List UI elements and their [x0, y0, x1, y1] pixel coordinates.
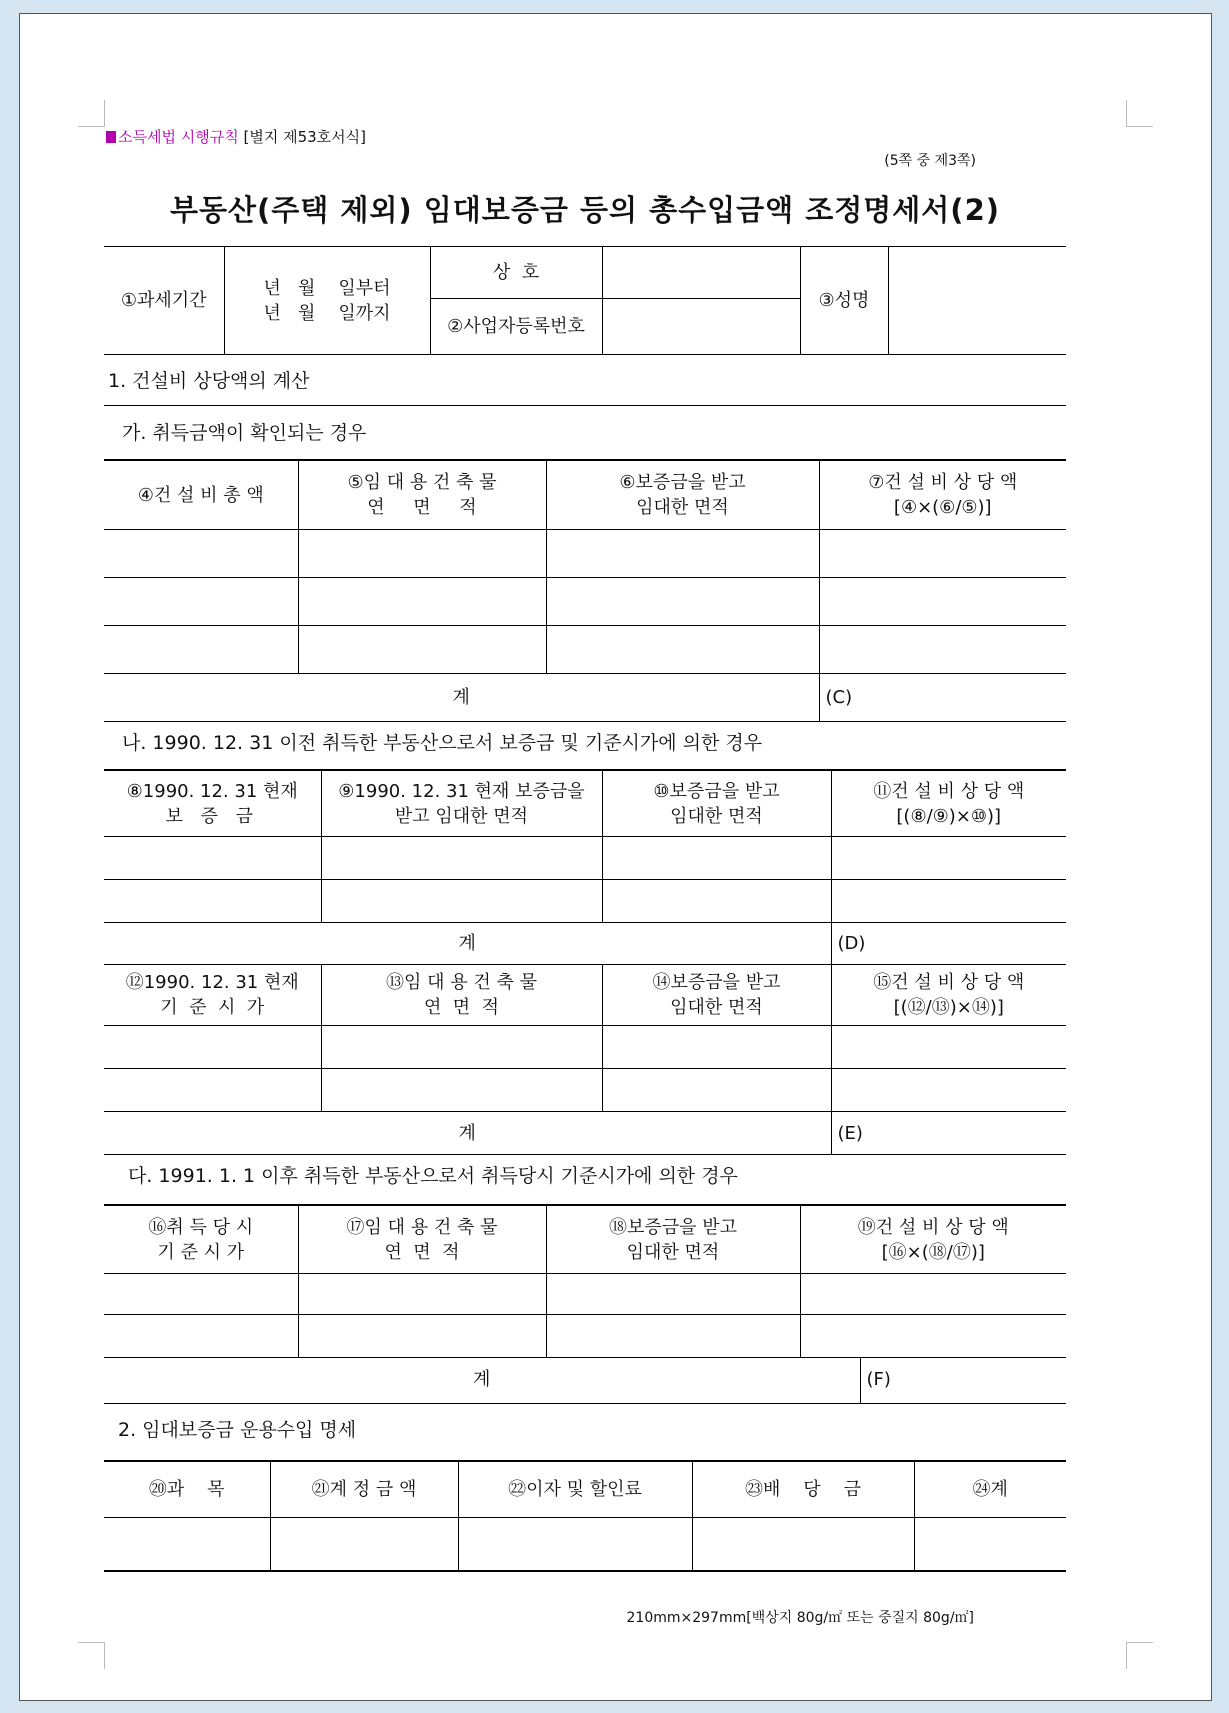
header-cell	[546, 461, 819, 530]
header-text: 받고 임대한 면적	[394, 805, 529, 827]
header-text: ⑩보증금을 받고	[653, 780, 780, 802]
input-cell[interactable]	[321, 1026, 602, 1069]
input-cell[interactable]	[831, 1026, 1066, 1069]
total-e-field[interactable]: (E)	[831, 1112, 1066, 1155]
header-cell	[546, 1206, 800, 1274]
construction-cost-table-b	[104, 770, 1066, 1155]
input-cell[interactable]	[321, 880, 602, 923]
input-cell[interactable]	[602, 837, 831, 880]
input-cell[interactable]	[298, 626, 546, 674]
header-text: 임대한 면적	[670, 997, 763, 1018]
header-cell	[800, 1206, 1066, 1274]
deposit-income-table	[104, 1461, 1066, 1572]
header-cell	[819, 461, 1066, 530]
paper-spec: 210mm×297mm[백상지 80g/㎡ 또는 중질지 80g/㎡]	[626, 1610, 974, 1626]
input-cell[interactable]	[546, 1315, 800, 1358]
input-cell[interactable]	[298, 578, 546, 626]
section1-title: 1. 건설비 상당액의 계산	[104, 366, 1066, 406]
header-text: 기 준 시 가	[157, 1241, 245, 1263]
total-row	[104, 674, 1066, 722]
input-cell[interactable]	[104, 837, 321, 880]
input-cell[interactable]	[831, 880, 1066, 923]
section1c-title: 다. 1991. 1. 1 이후 취득한 부동산으로서 취득당시 기준시가에 의한 경우	[104, 1161, 1066, 1205]
square-bullet-icon	[106, 131, 116, 143]
table-row	[104, 626, 1066, 674]
input-cell[interactable]	[104, 578, 298, 626]
taxpayer-info-table	[104, 246, 1066, 355]
input-cell[interactable]	[546, 578, 819, 626]
total-row	[104, 923, 1066, 965]
input-cell[interactable]	[546, 626, 819, 674]
header-cell: ㉑계 정 금 액	[270, 1462, 458, 1518]
header-cell	[104, 1206, 298, 1274]
total-label: 계	[104, 674, 819, 722]
header-cell: ㉓배 당 금	[692, 1462, 914, 1518]
header-text: ⑯취 득 당 시	[148, 1216, 254, 1238]
input-cell[interactable]	[104, 530, 298, 578]
header-text: 기 준 시 가	[160, 997, 265, 1018]
form-number: [별지 제53호서식]	[243, 128, 366, 146]
period-from: 년 월 일부터	[263, 277, 391, 299]
header-cell	[298, 1206, 546, 1274]
input-cell[interactable]	[800, 1274, 1066, 1315]
input-cell[interactable]	[602, 1026, 831, 1069]
input-cell[interactable]	[692, 1518, 914, 1571]
input-cell[interactable]	[270, 1518, 458, 1571]
header-text: [④×(⑥/⑤)]	[893, 497, 992, 518]
header-cell	[298, 461, 546, 530]
total-label: 계	[104, 923, 831, 965]
company-field[interactable]	[602, 247, 800, 299]
table-row	[104, 1315, 1066, 1358]
header-text: ⑪건 설 비 상 당 액	[873, 780, 1025, 802]
header-text: ⑥보증금을 받고	[619, 472, 746, 493]
header-text: ⑦건 설 비 상 당 액	[868, 472, 1018, 493]
crop-mark	[78, 100, 105, 127]
header-text: ⑬임 대 용 건 축 물	[386, 972, 537, 993]
header-text: ⑨1990. 12. 31 현재 보증금을	[338, 780, 585, 802]
input-cell[interactable]	[546, 1274, 800, 1315]
section1b-title: 나. 1990. 12. 31 이전 취득한 부동산으로서 보증금 및 기준시가에 의한 경우	[104, 728, 1066, 770]
total-f-table	[104, 1357, 1066, 1404]
table-row	[104, 837, 1066, 880]
input-cell[interactable]	[104, 1026, 321, 1069]
header-cell	[104, 771, 321, 837]
header-text: ⑱보증금을 받고	[608, 1216, 738, 1238]
header-cell: ㉒이자 및 할인료	[458, 1462, 692, 1518]
section1a-title: 가. 취득금액이 확인되는 경우	[104, 418, 1066, 460]
total-d-field[interactable]: (D)	[831, 923, 1066, 965]
header-text: [(⑫/⑬)×⑭)]	[893, 997, 1004, 1018]
header-text: ⑮건 설 비 상 당 액	[873, 972, 1025, 993]
company-label: 상 호	[430, 247, 602, 299]
page-label: (5쪽 중 제3쪽)	[884, 153, 976, 169]
table-row	[104, 880, 1066, 923]
header-text: ⑲건 설 비 상 당 액	[857, 1216, 1009, 1238]
input-cell[interactable]	[458, 1518, 692, 1571]
total-label: 계	[104, 1357, 860, 1403]
header-cell	[321, 965, 602, 1026]
header-text: 임대한 면적	[636, 497, 729, 518]
input-cell[interactable]	[298, 1315, 546, 1358]
input-cell[interactable]	[819, 530, 1066, 578]
input-cell[interactable]	[104, 1274, 298, 1315]
table-row	[104, 1518, 1066, 1571]
input-cell[interactable]	[800, 1315, 1066, 1358]
tax-period-field[interactable]	[224, 247, 430, 355]
input-cell[interactable]	[104, 1518, 270, 1571]
input-cell[interactable]	[104, 1069, 321, 1112]
name-label: ③성명	[800, 247, 888, 355]
header-text: ⑫1990. 12. 31 현재	[125, 972, 299, 993]
total-row	[104, 1112, 1066, 1155]
crop-mark	[1126, 1642, 1153, 1669]
header-cell	[104, 965, 321, 1026]
header-cell	[321, 771, 602, 837]
total-f-field[interactable]: (F)	[860, 1357, 1066, 1403]
table-row	[104, 578, 1066, 626]
section2-title: 2. 임대보증금 운용수입 명세	[104, 1415, 1066, 1461]
header-text: [(⑧/⑨)×⑩)]	[896, 805, 1002, 827]
header-cell: ⑳과 목	[104, 1462, 270, 1518]
input-cell[interactable]	[104, 1315, 298, 1358]
header-text: ⑧1990. 12. 31 현재	[126, 780, 298, 802]
header-text: 연 면 적	[367, 497, 477, 518]
table-row	[104, 1026, 1066, 1069]
input-cell[interactable]	[819, 626, 1066, 674]
input-cell[interactable]	[602, 880, 831, 923]
header-cell	[104, 461, 298, 530]
tax-period-label: ①과세기간	[104, 247, 224, 355]
header-text: 보 증 금	[165, 805, 260, 827]
table-row	[104, 1069, 1066, 1112]
input-cell[interactable]	[298, 1274, 546, 1315]
construction-cost-table-a	[104, 460, 1066, 722]
total-label: 계	[104, 1112, 831, 1155]
crop-mark	[1126, 100, 1153, 127]
total-row	[104, 1357, 1066, 1403]
header-text: 임대한 면적	[670, 805, 763, 827]
input-cell[interactable]	[831, 1069, 1066, 1112]
total-c-field[interactable]: (C)	[819, 674, 1066, 722]
header-text: [⑯×(⑱/⑰)]	[881, 1241, 985, 1263]
page-title: 부동산(주택 제외) 임대보증금 등의 총수입금액 조정명세서(2)	[169, 193, 1000, 227]
header-cell	[602, 771, 831, 837]
construction-cost-table-c	[104, 1205, 1066, 1358]
header-cell	[831, 965, 1066, 1026]
header-text: ④건 설 비 총 액	[137, 484, 264, 506]
input-cell[interactable]	[819, 578, 1066, 626]
law-reference	[106, 126, 366, 147]
header-cell	[831, 771, 1066, 837]
header-text: 연 면 적	[423, 997, 500, 1018]
period-to: 년 월 일까지	[263, 302, 391, 324]
header-text: ⑭보증금을 받고	[652, 972, 781, 993]
header-text: 임대한 면적	[626, 1241, 720, 1263]
name-field[interactable]	[888, 247, 1066, 355]
input-cell[interactable]	[321, 1069, 602, 1112]
header-text: ⑤임 대 용 건 축 물	[347, 472, 497, 493]
input-cell[interactable]	[321, 837, 602, 880]
input-cell[interactable]	[831, 837, 1066, 880]
input-cell[interactable]	[104, 626, 298, 674]
input-cell[interactable]	[104, 880, 321, 923]
crop-mark	[78, 1642, 105, 1669]
input-cell[interactable]	[602, 1069, 831, 1112]
bizno-field[interactable]	[602, 299, 800, 355]
input-cell[interactable]	[546, 530, 819, 578]
law-name: 소득세법 시행규칙	[118, 128, 239, 146]
header-cell	[602, 965, 831, 1026]
header-text: ⑰임 대 용 건 축 물	[346, 1216, 498, 1238]
header-cell: ㉔계	[914, 1462, 1066, 1518]
table-row	[104, 1274, 1066, 1315]
table-row	[104, 530, 1066, 578]
input-cell[interactable]	[914, 1518, 1066, 1571]
bizno-label: ②사업자등록번호	[430, 299, 602, 355]
input-cell[interactable]	[298, 530, 546, 578]
header-text: 연 면 적	[384, 1241, 460, 1263]
